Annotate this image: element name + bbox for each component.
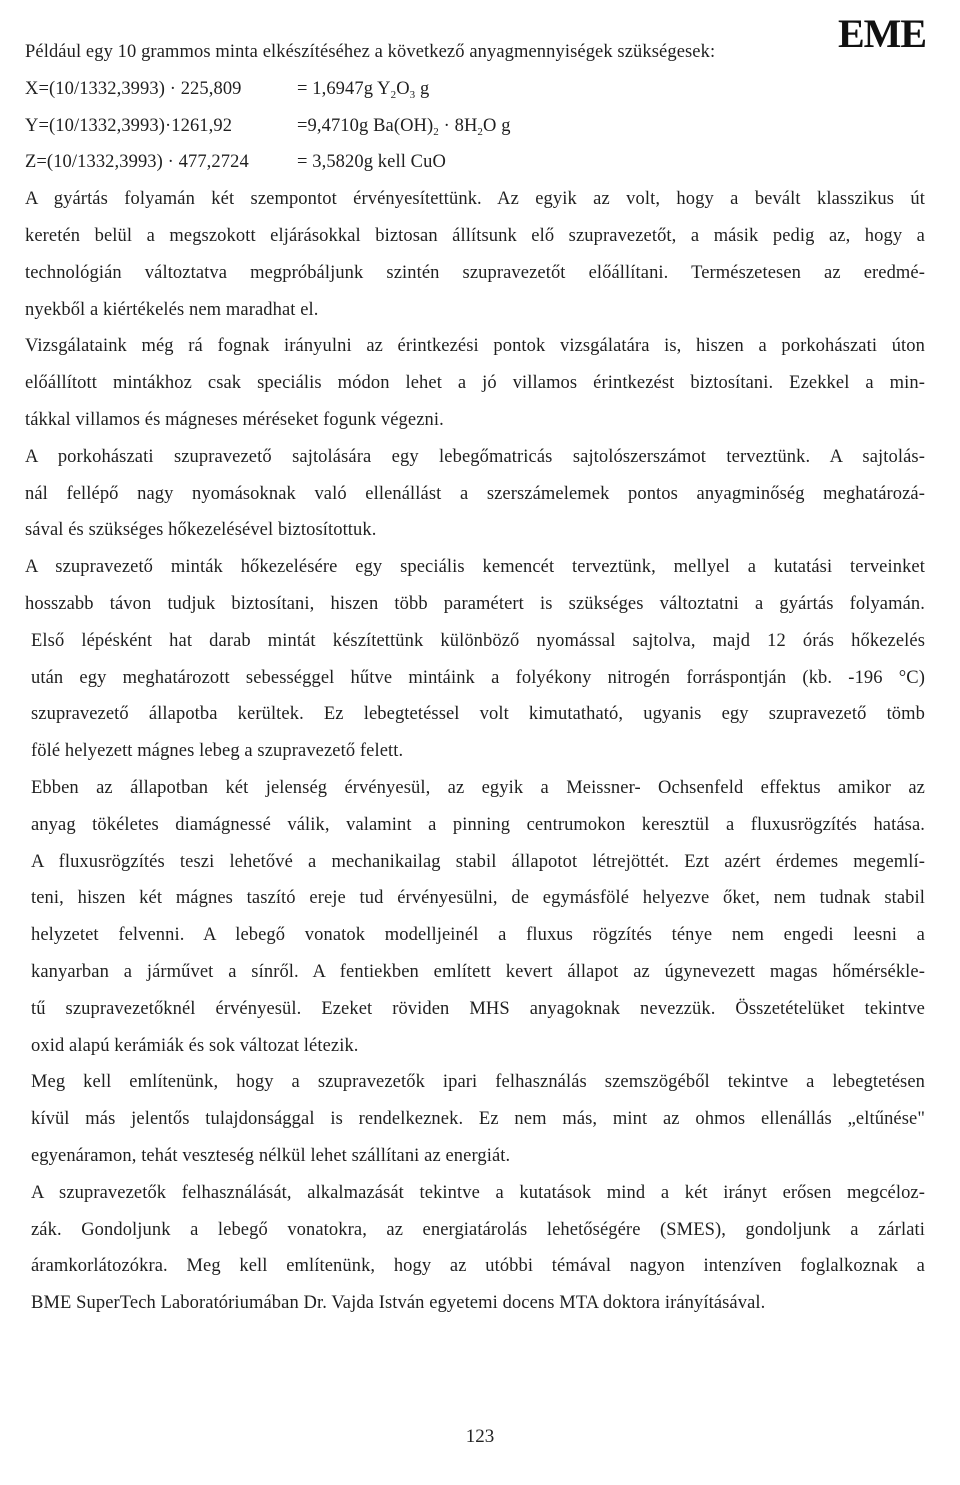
text-line: A szupravezető minták hőkezelésére egy speciális kemencét terveztünk, mellyel a kutatási terveinket: [25, 557, 925, 578]
text-line: egyenáramon, tehát veszteség nélkül lehet szállítani az energiát.: [31, 1145, 511, 1166]
text-line: oxid alapú kerámiák és sok változat létezik.: [31, 1035, 359, 1056]
document-body: [25, 34, 925, 1322]
text-line: tű szupravezetőknél érvényesül. Ezeket röviden MHS anyagoknak nevezzük. Összetételüket tekintve: [31, 998, 925, 1019]
text-line: kívül más jelentős tulajdonsággal is rendelkeznek. Ez nem más, mint az ohmos ellenállás „eltűnése": [31, 1109, 925, 1130]
formula-lhs: Y=(10/1332,3993)·1261,92: [25, 115, 233, 136]
text-line: után egy meghatározott sebességgel hűtve mintáink a folyékony nitrogén forráspontján (kb. -196 °C): [31, 667, 925, 688]
text-line: helyzetet felvenni. A lebegő vonatok modelljeinél a fluxus rögzítés ténye nem engedi leesni a: [31, 925, 925, 946]
formula-lhs: X=(10/1332,3993) · 225,809: [25, 78, 242, 99]
text-line: Meg kell említenünk, hogy a szupravezetők ipari felhasználás szemszögéből tekintve a lebegtetésen: [31, 1072, 925, 1093]
text-line: A porkohászati szupravezető sajtolására egy lebegőmatricás sajtolószerszámot terveztünk. A sajtolás-: [25, 446, 925, 467]
text-line: kanyarban a járművet a sínről. A fentiekben említett kevert állapot az úgynevezett magas hőmérsékle-: [31, 961, 925, 982]
text-line: tákkal villamos és mágneses méréseket fogunk végezni.: [25, 409, 444, 430]
text-line: A fluxusrögzítés teszi lehetővé a mechanikailag stabil állapotot létrejöttét. Ezt azért érdemes megemlí-: [31, 851, 925, 872]
text-line: technológián változtatva megpróbáljunk szintén szupravezetőt előállítani. Természetesen az eredmé-: [25, 262, 925, 283]
text-line: sával és szükséges hőkezelésével biztosítottuk.: [25, 520, 377, 541]
text-line: teni, hiszen két mágnes taszító ereje tud érvényesülni, de egymásfölé helyezve őket, nem tudnak stabil: [31, 888, 925, 909]
text-line: Vizsgálataink még rá fognak irányulni az érintkezési pontok vizsgálatára is, hiszen a porkohászati úton: [25, 336, 925, 357]
formula-x: [25, 71, 925, 108]
text-line: Első lépésként hat darab mintát készítettünk különböző nyomással sajtolva, majd 12 órás hőkezelés: [31, 630, 925, 651]
text-line: előállított mintákhoz csak speciális módon lehet a jó villamos érintkezést biztosítani. Ezekkel a min-: [25, 373, 925, 394]
eme-logo: EME: [838, 11, 927, 56]
text-line: nál fellépő nagy nyomásoknak való ellenállást a szerszámelemek pontos anyagminőség meghatározá-: [25, 483, 925, 504]
text-line: keretén belül a megszokott eljárásokkal biztosan állítsunk elő szupravezetőt, a másik pedig az, hogy a: [25, 225, 925, 246]
formula-rhs: =9,4710g $Ba(OH)_2 \cdot 8H_2O$ g: [297, 115, 511, 138]
text-line: áramkorlátozókra. Meg kell említenünk, hogy az utóbbi témával nagyon intenzíven foglalkoznak a: [31, 1256, 925, 1277]
text-line: zák. Gondoljunk a lebegő vonatokra, az energiatárolás lehetőségére (SMES), gondoljunk a zárlati: [31, 1219, 925, 1240]
text-line: A szupravezetők felhasználását, alkalmazását tekintve a kutatások mind a két irányt erősen megcéloz-: [31, 1182, 925, 1203]
formula-rhs: = 1,6947g $Y_2O_3$ g: [297, 78, 430, 101]
text-line: fölé helyezett mágnes lebeg a szupravezető felett.: [31, 741, 404, 762]
intro-line: Például egy 10 grammos minta elkészítéséhez a következő anyagmennyiségek szükségesek:: [25, 42, 716, 62]
formula-z: [25, 144, 925, 181]
text-line: A gyártás folyamán két szempontot érvényesítettünk. Az egyik az volt, hogy a bevált klasszikus út: [25, 189, 925, 210]
text-line: Ebben az állapotban két jelenség érvényesül, az egyik a Meissner- Ochsenfeld effektus amikor az: [31, 777, 925, 798]
text-line: anyag tökéletes diamágnessé válik, valamint a pinning centrumokon keresztül a fluxusrögzítés hatása.: [31, 814, 925, 835]
text-line: szupravezető állapotba kerültek. Ez lebegtetéssel volt kimutatható, ugyanis egy szupravezető tömb: [31, 704, 925, 725]
text-line: BME SuperTech Laboratóriumában Dr. Vajda István egyetemi docens MTA doktora irányításával.: [31, 1293, 766, 1314]
formula-rhs: = 3,5820g kell CuO: [297, 152, 446, 173]
text-line: nyekből a kiértékelés nem maradhat el.: [25, 299, 319, 320]
formula-y: [25, 108, 925, 145]
page-number: 123: [465, 1426, 495, 1447]
text-line: hosszabb távon tudjuk biztosítani, hiszen több paramétert is szükséges változtatni a gyártás folyamán.: [25, 593, 925, 614]
formula-lhs: Z=(10/1332,3993) · 477,2724: [25, 152, 249, 173]
